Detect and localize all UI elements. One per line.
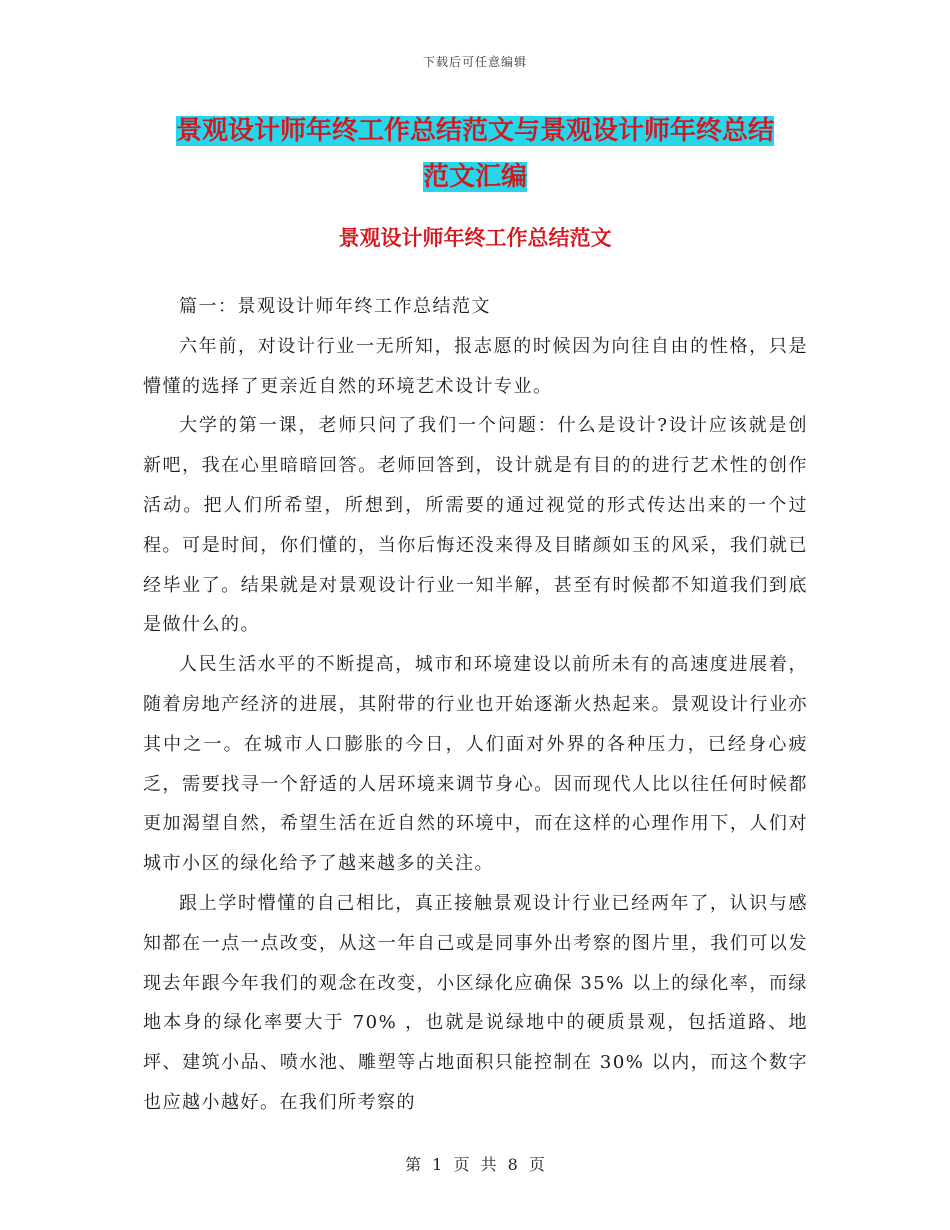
section-title: 景观设计师年终工作总结范文	[338, 225, 612, 250]
page-header-note: 下载后可任意编辑	[422, 55, 527, 69]
document-title	[140, 108, 810, 200]
document-title-line-1: 景观设计师年终工作总结范文与景观设计师年终总结	[175, 116, 774, 146]
body-paragraph: 大学的第一课，老师只问了我们一个问题：什么是设计?设计应该就是创新吧，我在心里暗暗回答。老师回答到，设计就是有目的的进行艺术性的创作活动。把人们所希望，所想到，所需要的通过视觉的形式传达出来的一个过程。可是时间，你们懂的，当你后悔还没来得及目睹颜如玉的风采，我们就已经毕业了。结果就是对景观设计行业一知半解，甚至有时候都不知道我们到底是做什么的。	[143, 415, 808, 636]
body-paragraph: 人民生活水平的不断提高，城市和环境建设以前所未有的高速度进展着，随着房地产经济的进展，其附带的行业也开始逐渐火热起来。景观设计行业亦其中之一。在城市人口膨胀的今日，人们面对外界的各种压力，已经身心疲乏，需要找寻一个舒适的人居环境来调节身心。因而现代人比以往任何时候都更加渴望自然，希望生活在近自然的环境中，而在这样的心理作用下，人们对城市小区的绿化给予了越来越多的关注。	[143, 654, 808, 875]
body-paragraph: 跟上学时懵懂的自己相比，真正接触景观设计行业已经两年了，认识与感知都在一点一点改变，从这一年自己或是同事外出考察的图片里，我们可以发现去年跟今年我们的观念在改变，小区绿化应确保 35% 以上的绿化率，而绿地本身的绿化率要大于 70% ，也就是说绿地中的硬质景观，包括道路、地坪、建筑小品、喷水池、雕塑等占地面积只能控制在 30% 以内，而这个数字也应越小越好。在我们所考察的	[143, 892, 808, 1113]
document-title-line-2: 范文汇编	[422, 162, 527, 192]
body-paragraph: 篇一：景观设计师年终工作总结范文	[179, 296, 491, 317]
body-paragraph: 六年前，对设计行业一无所知，报志愿的时候因为向往自由的性格，只是懵懂的选择了更亲近自然的环境艺术设计专业。	[143, 335, 808, 397]
document-body	[143, 287, 808, 1123]
page-number-footer: 第 1 页 共 8 页	[405, 1155, 545, 1174]
